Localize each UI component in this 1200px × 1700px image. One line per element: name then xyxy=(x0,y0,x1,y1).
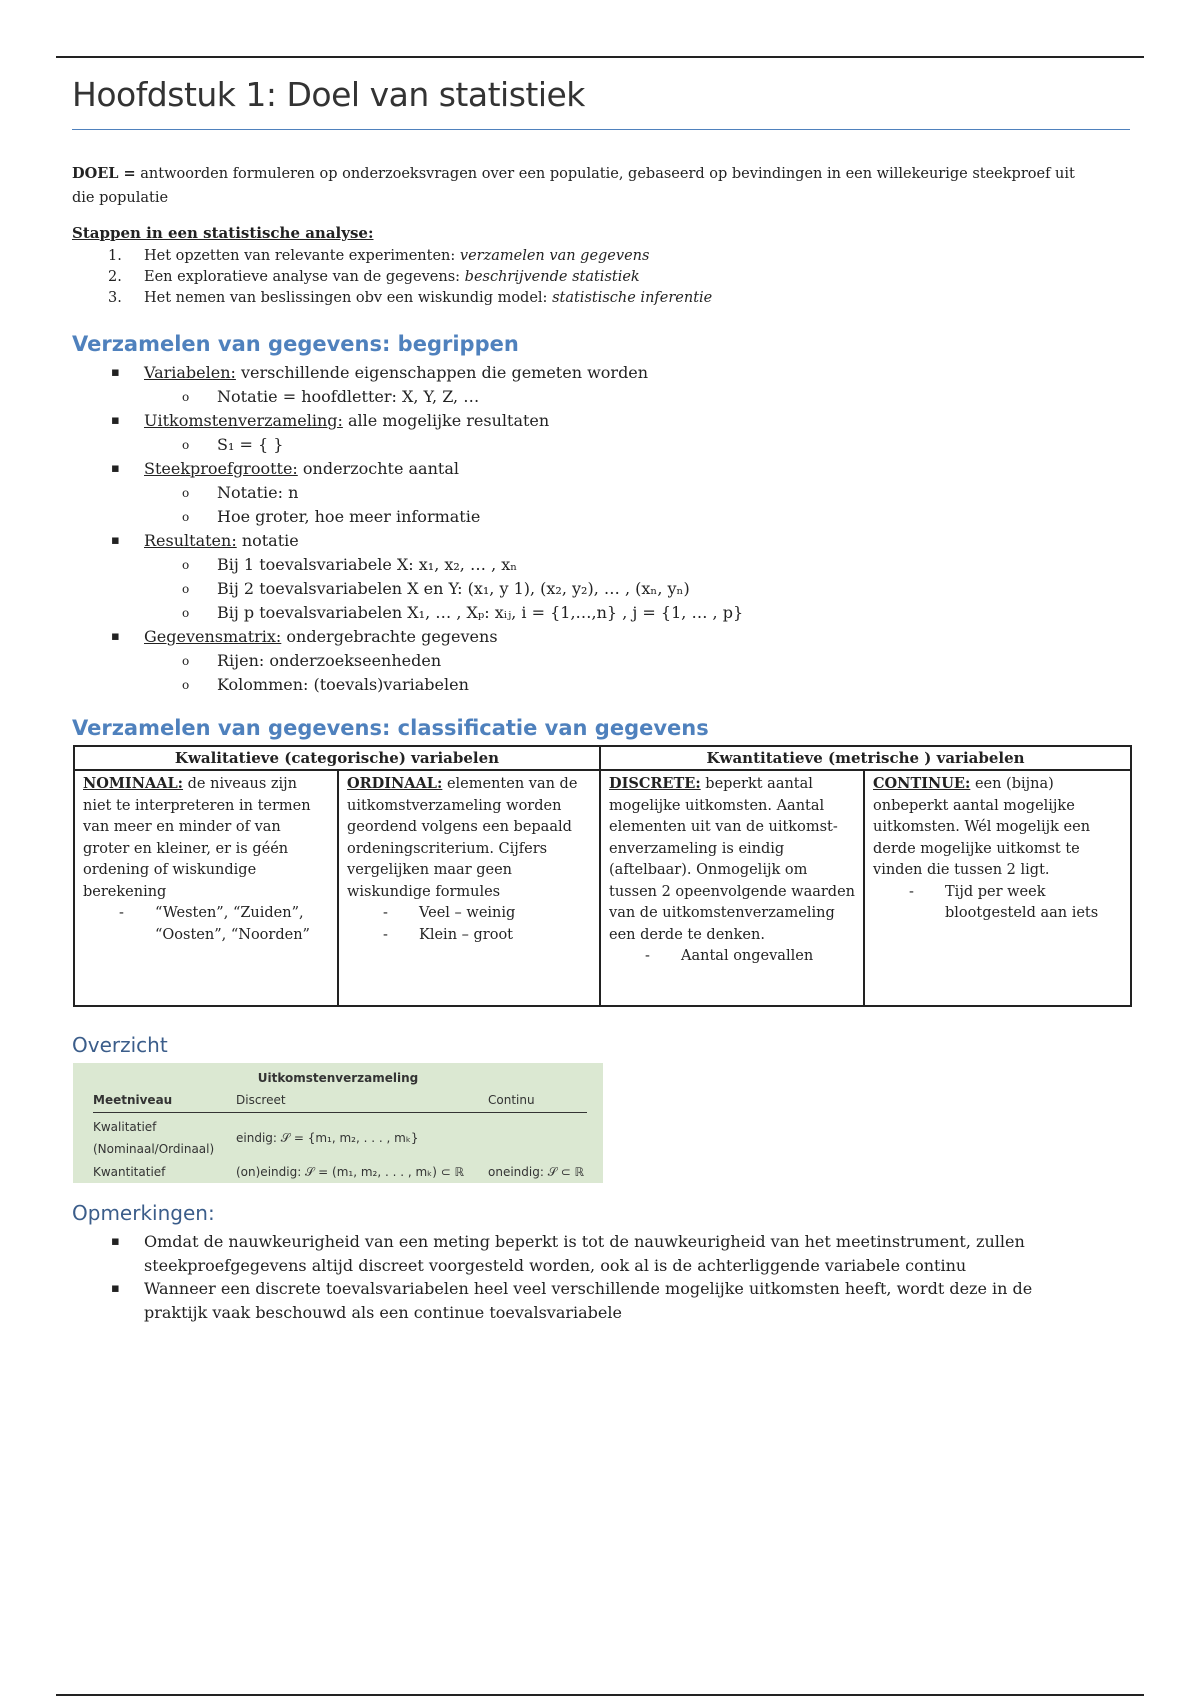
bullet-term: Steekproefgrootte: xyxy=(144,459,298,478)
bullet-item-resultaten xyxy=(72,529,1132,553)
opmerking-continuation xyxy=(72,1301,1132,1325)
bullet-text: notatie xyxy=(241,531,299,550)
sub-marker: o xyxy=(182,678,190,692)
col-meetniveau: Meetniveau xyxy=(93,1093,173,1107)
bullet-term: Resultaten: xyxy=(144,531,237,550)
opmerking-line: steekproefgegevens altijd discreet voorgesteld worden, ook al is de achterliggende variabele continu xyxy=(144,1255,967,1275)
step-item xyxy=(72,288,712,309)
section-heading-begrippen: Verzamelen van gegevens: begrippen xyxy=(72,332,519,356)
doel-text-line2: die populatie xyxy=(72,190,169,206)
bullet-marker: ▪ xyxy=(111,533,120,548)
doel-paragraph xyxy=(72,162,1132,210)
bullet-marker: ▪ xyxy=(111,365,120,380)
sub-marker: o xyxy=(182,654,190,668)
text-nominaal: de niveaus zijn niet te interpreteren in termen van meer en minder of van groter en kleiner, er is géén ordening of wiskundige berekening xyxy=(83,776,311,900)
opmerking-continuation xyxy=(72,1254,1132,1278)
doel-label: DOEL = xyxy=(72,165,136,182)
sub-marker: o xyxy=(182,510,190,524)
cell-continue xyxy=(864,770,1131,1006)
top-border-line xyxy=(56,56,1144,58)
bullet-marker: ▪ xyxy=(111,1234,120,1249)
cell-nominaal xyxy=(74,770,338,1006)
bullet-term: Variabelen: xyxy=(144,363,236,382)
step-number: 1. xyxy=(108,248,122,264)
sub-text: Hoe groter, hoe meer informatie xyxy=(217,507,481,526)
steps-list xyxy=(72,246,712,309)
opmerkingen-list xyxy=(72,1230,1132,1324)
step-number: 3. xyxy=(108,290,122,306)
sub-item xyxy=(72,553,1132,577)
cell-kwantitatief-discreet: (on)eindig: 𝒮 = (m₁, m₂, . . . , mₖ) ⊂ ℝ xyxy=(236,1165,465,1179)
bullet-text: ondergebrachte gegevens xyxy=(286,627,498,646)
example-list xyxy=(873,882,1122,925)
opmerking-item xyxy=(72,1277,1132,1301)
sub-text: Bij 1 toevalsvariabele X: x₁, x₂, … , xₙ xyxy=(217,555,518,574)
cell-kwantitatief-continu: oneindig: 𝒮 ⊂ ℝ xyxy=(488,1165,585,1179)
step-number: 2. xyxy=(108,269,122,285)
sub-item xyxy=(72,433,1132,457)
term-continue: CONTINUE: xyxy=(873,775,971,792)
cell-kwalitatief-discreet: eindig: 𝒮 = {m₁, m₂, . . . , mₖ} xyxy=(236,1131,419,1145)
header-kwalitatief: Kwalitatieve (categorische) variabelen xyxy=(74,746,600,770)
sub-marker: o xyxy=(182,558,190,572)
header-kwantitatief: Kwantitatieve (metrische ) variabelen xyxy=(600,746,1131,770)
step-text: Het opzetten van relevante experimenten: xyxy=(144,248,456,264)
bullet-item-variabelen xyxy=(72,361,1132,385)
sub-marker: o xyxy=(182,582,190,596)
overzicht-title: Uitkomstenverzameling xyxy=(257,1071,419,1085)
sub-text: Bij p toevalsvariabelen X₁, … , Xₚ: xᵢⱼ, i = {1,…,n} , j = {1, … , p} xyxy=(217,603,744,622)
cell-ordinaal xyxy=(338,770,600,1006)
step-item xyxy=(72,246,712,267)
sub-marker: o xyxy=(182,486,190,500)
begrippen-list xyxy=(72,361,1132,697)
section-heading-overzicht: Overzicht xyxy=(72,1033,168,1057)
step-emphasis: verzamelen van gegevens xyxy=(459,248,650,264)
sub-item xyxy=(72,481,1132,505)
example-list xyxy=(347,903,591,946)
example-item: - Aantal ongevallen xyxy=(609,946,855,968)
doel-text-line1: antwoorden formuleren op onderzoeksvragen over een populatie, gebaseerd op bevindingen in een willekeurige steekproef uit xyxy=(140,166,1075,182)
cell-discrete xyxy=(600,770,864,1006)
sub-item xyxy=(72,577,1132,601)
text-continue: een (bijna) onbeperkt aantal mogelijke uitkomsten. Wél mogelijk een derde mogelijke uitkomst te vinden die tussen 2 ligt. xyxy=(873,776,1091,878)
example-item: - “Westen”, “Zuiden”, “Oosten”, “Noorden” xyxy=(83,903,329,946)
term-discrete: DISCRETE: xyxy=(609,775,701,792)
sub-item xyxy=(72,673,1132,697)
bullet-item-gegevensmatrix xyxy=(72,625,1132,649)
opmerking-line: Wanneer een discrete toevalsvariabelen heel veel verschillende mogelijke uitkomsten heeft, wordt deze in de xyxy=(144,1279,1033,1298)
bullet-marker: ▪ xyxy=(111,1281,120,1296)
sub-item xyxy=(72,505,1132,529)
text-ordinaal: elementen van de uitkomstverzameling worden geordend volgens een bepaald ordeningscriterium. Cijfers vergelijken maar geen wiskundige formules xyxy=(347,776,578,900)
overzicht-table xyxy=(73,1063,603,1183)
sub-text: Notatie = hoofdletter: X, Y, Z, … xyxy=(217,387,480,406)
col-discreet: Discreet xyxy=(236,1093,286,1107)
title-underline xyxy=(72,129,1130,130)
bullet-marker: ▪ xyxy=(111,629,120,644)
opmerking-line: Omdat de nauwkeurigheid van een meting beperkt is tot de nauwkeurigheid van het meetinstrument, zullen xyxy=(144,1232,1025,1251)
header-divider xyxy=(93,1112,587,1113)
sub-text: Kolommen: (toevals)variabelen xyxy=(217,675,469,694)
example-item: - Veel – weinig xyxy=(347,903,591,925)
bullet-marker: ▪ xyxy=(111,413,120,428)
row-kwantitatief: Kwantitatief xyxy=(93,1165,166,1179)
bullet-term: Gegevensmatrix: xyxy=(144,627,282,646)
sub-marker: o xyxy=(182,606,190,620)
sub-text: Notatie: n xyxy=(217,483,299,502)
step-item xyxy=(72,267,712,288)
step-text: Het nemen van beslissingen obv een wiskundig model: xyxy=(144,290,548,306)
col-continu: Continu xyxy=(488,1093,535,1107)
classification-table xyxy=(73,745,1132,1007)
bullet-text: verschillende eigenschappen die gemeten worden xyxy=(241,363,649,382)
sub-marker: o xyxy=(182,390,190,404)
step-text: Een exploratieve analyse van de gegevens: xyxy=(144,269,461,285)
example-item: - Tijd per week blootgesteld aan iets xyxy=(873,882,1122,925)
row-kwalitatief: Kwalitatief xyxy=(93,1120,157,1134)
step-emphasis: statistische inferentie xyxy=(552,290,713,306)
step-emphasis: beschrijvende statistiek xyxy=(464,269,640,285)
opmerking-item xyxy=(72,1230,1132,1254)
page-title: Hoofdstuk 1: Doel van statistiek xyxy=(72,75,585,114)
steps-title: Stappen in een statistische analyse: xyxy=(72,224,374,242)
example-item: - Klein – groot xyxy=(347,925,591,947)
section-heading-classificatie: Verzamelen van gegevens: classificatie van gegevens xyxy=(72,716,709,740)
opmerking-line: praktijk vaak beschouwd als een continue toevalsvariabele xyxy=(144,1302,622,1322)
text-discrete: beperkt aantal mogelijke uitkomsten. Aantal elementen uit van de uitkomst-enverzameling is eindig (aftelbaar). Onmogelijk om tussen 2 opeenvolgende waarden van de uitkomstenverzameling een derde te denken. xyxy=(609,776,856,943)
bullet-marker: ▪ xyxy=(111,461,120,476)
bullet-text: onderzochte aantal xyxy=(302,459,459,478)
sub-text: Bij 2 toevalsvariabelen X en Y: (x₁, y 1), (x₂, y₂), … , (xₙ, yₙ) xyxy=(217,579,690,598)
sub-text: Rijen: onderzoekseenheden xyxy=(217,651,442,670)
term-nominaal: NOMINAAL: xyxy=(83,775,184,792)
bullet-item-uitkomstenverzameling xyxy=(72,409,1132,433)
bullet-term: Uitkomstenverzameling: xyxy=(144,411,343,430)
bullet-text: alle mogelijke resultaten xyxy=(347,411,550,430)
sub-marker: o xyxy=(182,438,190,452)
bullet-item-steekproefgrootte xyxy=(72,457,1132,481)
sub-item xyxy=(72,385,1132,409)
sub-item xyxy=(72,649,1132,673)
section-heading-opmerkingen: Opmerkingen: xyxy=(72,1201,215,1225)
sub-item xyxy=(72,601,1132,625)
example-list xyxy=(609,946,855,968)
sub-text: S₁ = { } xyxy=(217,435,284,454)
term-ordinaal: ORDINAAL: xyxy=(347,775,443,792)
example-list xyxy=(83,903,329,946)
row-kwalitatief-sub: (Nominaal/Ordinaal) xyxy=(93,1142,215,1156)
bottom-border-line xyxy=(56,1694,1144,1696)
